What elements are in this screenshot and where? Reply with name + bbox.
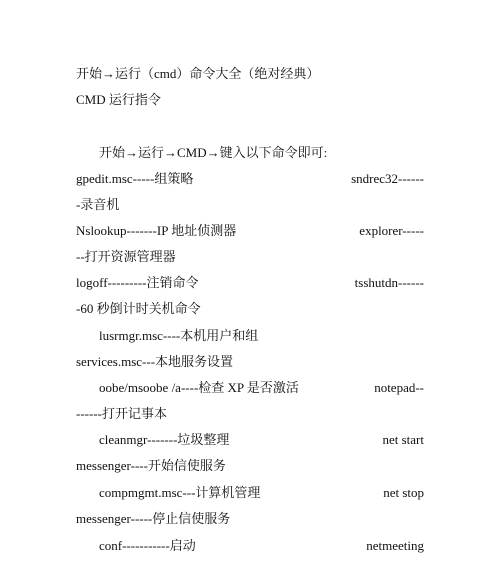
command-text: messenger----开始信使服务 (76, 458, 226, 473)
command-line-1 (0, 168, 500, 190)
command-line-9 (0, 377, 500, 399)
command-text-right: sndrec32------ (351, 171, 424, 186)
command-line-10 (0, 403, 500, 425)
command-line-5 (0, 272, 500, 294)
command-text-right: netmeeting (366, 538, 424, 553)
command-line-13 (0, 482, 500, 504)
intro-text: 开始→运行→CMD→键入以下命令即可: (99, 145, 328, 160)
document-title-line (0, 63, 500, 85)
document-subtitle-line (0, 89, 500, 111)
command-text: Nslookup-------IP 地址侦测器 (76, 223, 237, 238)
command-line-8 (0, 351, 500, 373)
command-text: -60 秒倒计时关机命令 (76, 301, 201, 316)
command-line-7 (0, 325, 500, 347)
command-line-11 (0, 429, 500, 451)
command-text-right: notepad-- (374, 380, 424, 395)
command-text-right: tsshutdn------ (354, 275, 424, 290)
command-text: lusrmgr.msc----本机用户和组 (99, 328, 259, 343)
command-text: services.msc---本地服务设置 (76, 354, 234, 369)
command-line-12 (0, 455, 500, 477)
command-text: logoff---------注销命令 (76, 275, 199, 290)
command-text: compmgmt.msc---计算机管理 (99, 485, 261, 500)
command-text: --打开资源管理器 (76, 249, 176, 264)
command-line-3 (0, 220, 500, 242)
command-text-right: net start (382, 432, 424, 447)
command-text-right: explorer----- (359, 223, 424, 238)
command-line-2 (0, 194, 500, 216)
command-text: -录音机 (76, 197, 120, 212)
command-text: ------打开记事本 (76, 406, 167, 421)
command-line-15 (0, 535, 500, 557)
command-line-14 (0, 508, 500, 530)
command-text: cleanmgr-------垃圾整理 (99, 432, 230, 447)
command-text: gpedit.msc-----组策略 (76, 171, 194, 186)
command-text: conf-----------启动 (99, 538, 196, 553)
command-line-4 (0, 246, 500, 268)
command-text-right: net stop (383, 485, 424, 500)
command-text: messenger-----停止信使服务 (76, 511, 231, 526)
command-text: oobe/msoobe /a----检查 XP 是否激活 (99, 380, 299, 395)
command-line-6 (0, 298, 500, 320)
intro-line (0, 142, 500, 164)
document-title: 开始→运行（cmd）命令大全（绝对经典） (76, 66, 320, 81)
document-subtitle: CMD 运行指令 (76, 92, 161, 107)
